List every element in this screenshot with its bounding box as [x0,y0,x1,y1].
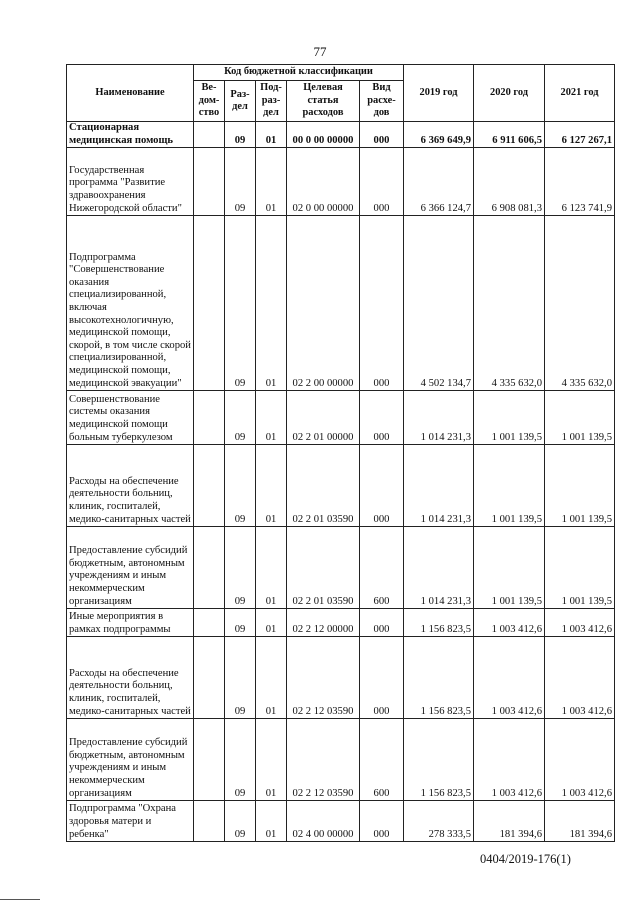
table-row [67,391,615,445]
row-ved [194,122,225,148]
row-2020: 1 001 139,5 [474,391,545,445]
row-2021: 1 003 412,6 [545,637,615,719]
row-2020: 181 394,6 [474,801,545,842]
row-2020: 4 335 632,0 [474,216,545,391]
document-code: 0404/2019-176(1) [480,852,571,866]
row-razdel: 09 [225,801,256,842]
row-2019: 6 366 124,7 [404,148,474,216]
row-vid: 000 [360,391,404,445]
row-2019: 278 333,5 [404,801,474,842]
row-2020: 1 003 412,6 [474,609,545,637]
row-2020: 6 911 606,5 [474,122,545,148]
table-row [67,527,615,609]
table-row [67,445,615,527]
header-year-2020: 2020 год [474,65,545,122]
header-ved: Ве- дом- ство [194,81,225,122]
row-podrazdel: 01 [256,801,287,842]
row-podrazdel: 01 [256,216,287,391]
row-podrazdel: 01 [256,609,287,637]
row-razdel: 09 [225,445,256,527]
budget-table [66,64,615,842]
row-celevaya: 02 2 01 03590 [287,445,360,527]
row-razdel: 09 [225,637,256,719]
row-podrazdel: 01 [256,719,287,801]
page-edge-mark [0,899,40,902]
row-name: Расходы на обеспечение деятельности больниц, клиник, госпиталей, медико-санитарных частей [67,637,194,719]
row-ved [194,637,225,719]
row-podrazdel: 01 [256,445,287,527]
row-razdel: 09 [225,719,256,801]
row-name: Стационарная медицинская помощь [67,122,194,148]
row-2020: 1 001 139,5 [474,527,545,609]
row-name: Государственная программа "Развитие здравоохранения Нижегородской области" [67,148,194,216]
row-name: Совершенствование системы оказания медицинской помощи больным туберкулезом [67,391,194,445]
row-ved [194,445,225,527]
row-name: Предоставление субсидий бюджетным, автономным учреждениям и иным некоммерческим организациям [67,527,194,609]
row-vid: 000 [360,216,404,391]
row-vid: 000 [360,637,404,719]
table-row [67,637,615,719]
row-celevaya: 02 4 00 00000 [287,801,360,842]
row-2019: 1 014 231,3 [404,445,474,527]
row-vid: 000 [360,609,404,637]
row-2019: 1 014 231,3 [404,527,474,609]
row-2019: 1 156 823,5 [404,637,474,719]
row-ved [194,609,225,637]
row-2019: 6 369 649,9 [404,122,474,148]
row-2021: 1 001 139,5 [545,527,615,609]
header-podrazdel: Под- раз- дел [256,81,287,122]
row-razdel: 09 [225,122,256,148]
row-2019: 4 502 134,7 [404,216,474,391]
table-row [67,216,615,391]
row-2019: 1 156 823,5 [404,609,474,637]
table-row [67,609,615,637]
row-2020: 1 003 412,6 [474,637,545,719]
row-name: Предоставление субсидий бюджетным, автономным учреждениям и иным некоммерческим организациям [67,719,194,801]
row-2021: 1 003 412,6 [545,719,615,801]
row-vid: 000 [360,148,404,216]
row-2021: 1 003 412,6 [545,609,615,637]
row-2020: 6 908 081,3 [474,148,545,216]
row-celevaya: 00 0 00 00000 [287,122,360,148]
row-2020: 1 001 139,5 [474,445,545,527]
row-ved [194,527,225,609]
row-2021: 4 335 632,0 [545,216,615,391]
row-ved [194,148,225,216]
row-razdel: 09 [225,609,256,637]
table-row [67,148,615,216]
row-vid: 600 [360,527,404,609]
row-2020: 1 003 412,6 [474,719,545,801]
table-row [67,122,615,148]
row-vid: 000 [360,445,404,527]
row-celevaya: 02 2 12 03590 [287,637,360,719]
row-razdel: 09 [225,391,256,445]
row-celevaya: 02 2 12 03590 [287,719,360,801]
row-2021: 1 001 139,5 [545,391,615,445]
row-podrazdel: 01 [256,122,287,148]
page-number: 77 [313,44,327,59]
row-celevaya: 02 2 01 00000 [287,391,360,445]
row-2021: 1 001 139,5 [545,445,615,527]
header-classification-group: Код бюджетной классификации [194,65,404,81]
row-2021: 6 123 741,9 [545,148,615,216]
row-name: Подпрограмма "Охрана здоровья матери и ребенка" [67,801,194,842]
header-year-2019: 2019 год [404,65,474,122]
row-ved [194,391,225,445]
row-podrazdel: 01 [256,148,287,216]
row-name: Иные мероприятия в рамках подпрограммы [67,609,194,637]
row-razdel: 09 [225,216,256,391]
row-vid: 600 [360,719,404,801]
row-razdel: 09 [225,148,256,216]
row-name: Подпрограмма "Совершенствование оказания специализированной, включая высокотехнологичную, медицинской помощи, скорой, в том числе скорой специализированной, медицинской помощи, медицинской эвакуации" [67,216,194,391]
row-2021: 6 127 267,1 [545,122,615,148]
table-row [67,719,615,801]
row-celevaya: 02 2 12 00000 [287,609,360,637]
row-ved [194,719,225,801]
row-2021: 181 394,6 [545,801,615,842]
header-vid: Вид расхе- дов [360,81,404,122]
table-row [67,801,615,842]
row-podrazdel: 01 [256,527,287,609]
row-2019: 1 156 823,5 [404,719,474,801]
row-ved [194,216,225,391]
row-vid: 000 [360,122,404,148]
row-vid: 000 [360,801,404,842]
row-podrazdel: 01 [256,637,287,719]
header-celevaya: Целевая статья расходов [287,81,360,122]
row-celevaya: 02 0 00 00000 [287,148,360,216]
row-razdel: 09 [225,527,256,609]
row-celevaya: 02 2 01 03590 [287,527,360,609]
row-ved [194,801,225,842]
header-year-2021: 2021 год [545,65,615,122]
row-name: Расходы на обеспечение деятельности больниц, клиник, госпиталей, медико-санитарных частей [67,445,194,527]
header-name: Наименование [67,65,194,122]
row-2019: 1 014 231,3 [404,391,474,445]
header-razdel: Раз- дел [225,81,256,122]
row-podrazdel: 01 [256,391,287,445]
row-celevaya: 02 2 00 00000 [287,216,360,391]
